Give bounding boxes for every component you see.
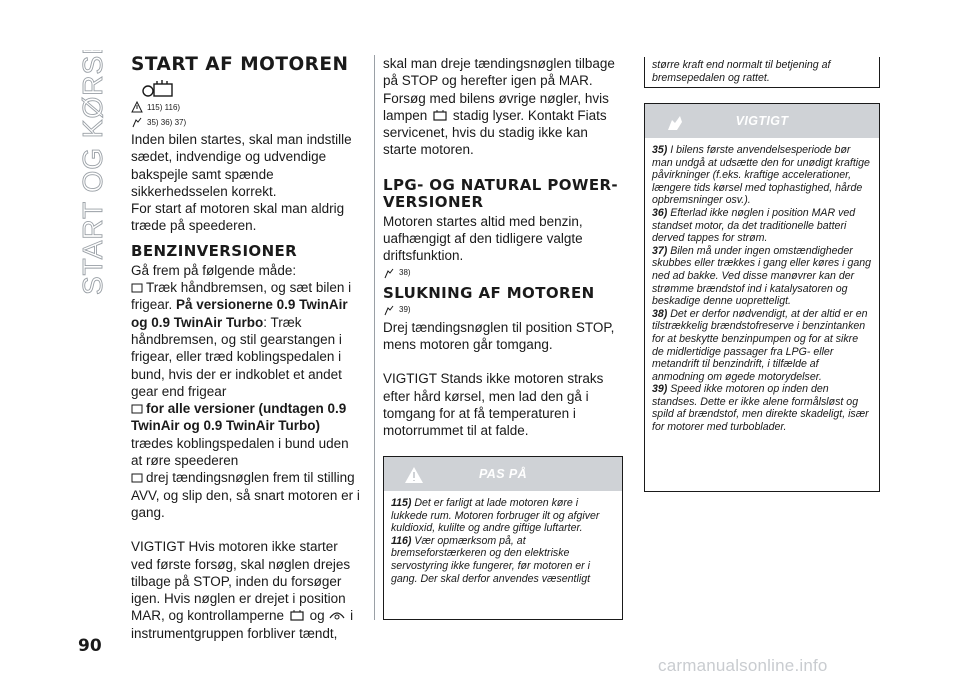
note-item — [652, 207, 872, 245]
paragraph: For start af motoren skal man aldrig træde på speederen. — [131, 201, 345, 234]
caution-ref — [131, 116, 361, 128]
warning-ref-text: 115) 116) — [147, 102, 181, 112]
hand-icon — [131, 116, 143, 128]
warning-triangle-icon — [404, 465, 424, 485]
engine-warning-icon — [288, 609, 306, 622]
caution-ref — [383, 304, 623, 316]
note-item — [652, 144, 872, 207]
subtitle-slukning: SLUKNING AF MOTOREN — [383, 283, 595, 302]
bullet-text: drej tændingsnøglen frem til stilling AVV, og slip den, så snart motoren er i gang. — [131, 470, 360, 520]
important-box-title: VIGTIGT — [735, 114, 789, 128]
note-item — [652, 308, 872, 384]
bullet-item — [131, 469, 361, 521]
note-text: Det er derfor nødvendigt, at der altid er en tilstrækkelig brændstofreserve i benzintanken for at beskytte benzinpumpen og for at sikre de midlertidige passager fra LPG- eller metandrift til benzindrift, i tilfælde af anmodning om øgede motorydelser. — [652, 307, 868, 383]
note-number: 116) — [391, 534, 412, 547]
caution-ref-text: 35) 36) 37) — [147, 117, 187, 127]
bullet-item — [131, 400, 361, 469]
note-text: Det er farligt at lade motoren køre i lukkede rum. Motoren forbruger ilt og afgiver kuldioxid, kulilte og andre giftige luftarter. — [391, 497, 600, 535]
note-number: 35) — [652, 144, 668, 156]
paragraph: VIGTIGT Stands ikke motoren straks efter hård kørsel, men lad den gå i tomgang for at få temperaturen i motorrummet til at falde. — [383, 371, 604, 439]
hand-icon — [383, 304, 395, 316]
note-text: I bilens første anvendelsesperiode bør man undgå at udsætte den for unødigt kraftige påvirkninger (f.eks. kraftige accelerationer, længere tids kørsel med tophastighed, hårde opbremsninger osv.). — [652, 144, 870, 207]
paragraph-text: VIGTIGT Hvis motoren ikke starter ved første forsøg, skal nøglen drejes tilbage på STOP, inden du forsøger igen. Hvis nøglen er drejet i position MAR, og kontrollamperne — [131, 539, 351, 624]
caution-ref-text: 39) — [399, 305, 411, 315]
paragraph: Drej tændingsnøglen til position STOP, mens motoren går tomgang. — [383, 319, 615, 352]
note-number: 38) — [652, 307, 668, 320]
bullet-text: : Træk håndbremsen, og stil gearstangen i frigear, eller træd koblingspedalen i bund, hvis der er indkoblet et andet gear end frigear — [131, 314, 342, 399]
continued-text: større kraft end normalt til betjening af bremsepedalen og rattet. — [652, 59, 831, 84]
paragraph — [383, 55, 623, 159]
engine-warning-icon — [431, 109, 449, 122]
warning-ref — [131, 101, 361, 113]
subtitle-benzin: BENZINVERSIONER — [131, 241, 298, 260]
warning-box — [383, 456, 623, 620]
page-number: 90 — [78, 636, 102, 656]
note-text: Bilen må under ingen omstændigheder skubbes eller trækkes i gang eller køres i gang ned ad bakke. Ved disse manøvrer kan der strømme brændstof ind i katalysatoren og beskadige denne uopretteligt. — [652, 244, 872, 308]
note-item — [652, 245, 872, 308]
checkbox-icon — [131, 473, 143, 483]
hand-icon — [383, 267, 395, 279]
caution-ref — [383, 267, 623, 279]
note-text: Efterlad ikke nøglen i position MAR ved standset motor, da det traditionelle batteri derved tappes for strøm. — [652, 206, 856, 245]
note-text: Vær opmærksom på, at bremseforstærkeren og den elektriske servostyring ikke fungerer, før motoren er i gang. Der skal derfor anvendes væsentligt — [391, 534, 591, 585]
warning-triangle-icon — [131, 101, 143, 113]
paragraph-text: skal man dreje tændingsnøglen tilbage på STOP og herefter igen på MAR. Forsøg med bilens øvrige nøgler, hvis lampen — [383, 56, 615, 123]
engine-icon — [141, 79, 177, 99]
note-number: 39) — [652, 383, 668, 396]
column-2 — [383, 55, 623, 439]
paragraph-text: stadig lyser. Kontakt Fiats servicenet, hvis du stadig ikke kan starte motoren. — [383, 107, 607, 158]
warning-box-text — [384, 491, 622, 589]
note-number: 37) — [652, 244, 668, 257]
side-tab — [72, 50, 112, 300]
bullet-bold: for alle versioner (undtagen 0.9 TwinAir og 0.9 TwinAir Turbo) — [131, 401, 347, 434]
immobilizer-icon — [328, 609, 346, 622]
bullet-bold: På versionerne 0.9 TwinAir og 0.9 TwinAir Turbo — [131, 297, 348, 330]
caution-ref-text: 38) — [399, 268, 411, 278]
note-item — [652, 383, 872, 433]
note-number: 36) — [652, 206, 668, 219]
side-tab-text: START OG KØRSEL — [77, 50, 108, 295]
important-box-text — [645, 138, 879, 438]
continued-warning-box — [644, 57, 880, 88]
paragraph: Inden bilen startes, skal man indstille sædet, indvendige og udvendige bakspejle samt spænde sikkerhedsselen korrekt. — [131, 132, 352, 199]
hand-icon — [665, 112, 685, 132]
subtitle-lpg: LPG- OG NATURAL POWER-VERSIONER — [383, 175, 619, 211]
bullet-item — [131, 279, 361, 400]
checkbox-icon — [131, 404, 143, 414]
paragraph: Gå frem på følgende måde: — [131, 262, 297, 278]
bullet-text: Træk håndbremsen, og sæt bilen i frigear. — [131, 280, 352, 313]
section-title-start: START AF MOTOREN — [131, 54, 349, 75]
warning-box-header — [384, 457, 622, 491]
paragraph-vigtigt — [131, 538, 361, 642]
warning-box-title: PAS PÅ — [478, 467, 527, 481]
column-1 — [131, 55, 361, 642]
checkbox-icon — [131, 283, 143, 293]
column-divider — [374, 55, 375, 620]
paragraph-text: og — [309, 608, 325, 624]
important-box-header — [645, 104, 879, 138]
watermark: carmanualsonline.info — [658, 656, 828, 675]
note-number: 115) — [391, 497, 412, 509]
paragraph: Motoren startes altid med benzin, uafhængigt af den tidligere valgte driftsfunktion. — [383, 213, 583, 264]
bullet-text: trædes koblingspedalen i bund uden at røre speederen — [131, 435, 349, 469]
note-text: Speed ikke motoren op inden den standses. Dette er ikke alene formålsløst og spild af brændstof, men direkte skadeligt, især for motorer med turboblader. — [652, 383, 869, 434]
paragraph-text: i instrumentgruppen forbliver tændt, — [131, 608, 354, 641]
important-box — [644, 103, 880, 492]
